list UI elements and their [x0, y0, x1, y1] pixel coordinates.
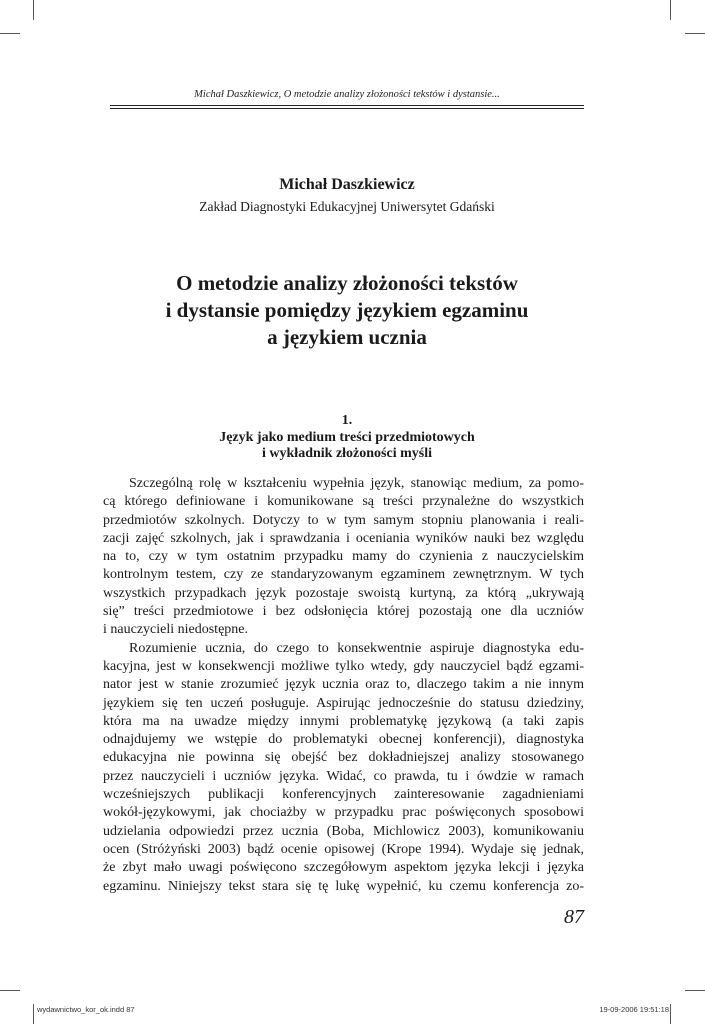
section-title-line: i wykładnik złożoności myśli — [262, 446, 432, 461]
header-rule — [110, 105, 584, 106]
body-line: udzielania odpowiedzi przez ucznia (Boba, Michlowicz 2003), komunikowaniu — [103, 823, 584, 839]
body-line: na to, czy w tym ostatnim przypadku mamy do czynienia z nauczycielskim — [103, 549, 584, 565]
body-line: ocen (Stróżyński 2003) bądź ocenie opisowej (Krope 1994). Wydaje się jednak, — [103, 841, 584, 857]
body-line: egzaminu. Niniejszy tekst stara się tę lukę wypełnić, ku czemu konferencja zo- — [103, 878, 584, 894]
title-line: O metodzie analizy złożoności tekstów — [176, 271, 518, 295]
body-line: przez nauczycieli i uczniów języka. Widać, co prawda, tu i ówdzie w ramach — [103, 768, 584, 784]
header-rule — [110, 108, 584, 109]
footer-file-info: wydawnictwo_kor_ok.indd 87 — [37, 1005, 135, 1014]
body-line: odnajdujemy we wstępie do problematyki obecnej konferencji), diagnostyka — [103, 732, 584, 748]
crop-mark — [670, 0, 671, 20]
section-title-line: Język jako medium treści przedmiotowych — [219, 429, 475, 445]
footer-timestamp: 19-09-2006 19:51:18 — [599, 1005, 669, 1014]
running-header: Michał Daszkiewicz, O metodzie analizy złożoności tekstów i dystansie... — [194, 89, 500, 100]
body-line: językiem się ten uczeń posługuje. Aspirując jednocześnie do statusu dziedziny, — [103, 695, 584, 711]
body-line: edukacyjna nie powinna się obejść bez dokładniejszej analizy stosowanego — [103, 750, 584, 766]
body-line: która ma na uwadze między innymi problematykę językową (a taki zapis — [103, 713, 584, 729]
body-line: kontrolnym testem, czy ze standaryzowanym egzaminem zewnętrznym. W tych — [103, 567, 584, 583]
body-line: wszystkich przypadkach język pozostaje swoistą kurtyną, za którą „ukrywają — [103, 585, 584, 601]
author-name: Michał Daszkiewicz — [279, 176, 415, 193]
section-number: 1. — [341, 413, 353, 428]
section-heading — [110, 413, 584, 463]
body-line: że zbyt mało uwagi poświęcono szczegółowym aspektom języka lekcji i języka — [103, 860, 584, 876]
body-line: zacji zajęć szkolnych, jak i sprawdzania i oceniania wyników nauki bez względu — [103, 530, 584, 546]
crop-mark — [685, 33, 705, 34]
title-line: i dystansie pomiędzy językiem egzaminu — [165, 298, 529, 322]
body-line: wokół-językowymi, jak chociażby w przypadku prac poświęconych sposobowi — [103, 805, 584, 821]
title-line: a językiem ucznia — [267, 325, 427, 349]
body-line: nator jest w stanie zrozumieć język ucznia oraz to, dlaczego takim a nie innym — [103, 677, 584, 693]
article-title — [110, 270, 584, 351]
body-text — [103, 475, 584, 896]
body-line: wcześniejszych publikacji konferencyjnych zainteresowanie zagadnieniami — [103, 787, 584, 803]
body-line: Szczególną rolę w kształceniu wypełnia język, stanowiąc medium, za pomo- — [129, 476, 584, 491]
crop-mark — [685, 990, 705, 991]
body-line: się” treści przedmiotowe i bez odsłonięcia której pozostają one dla uczniów — [103, 604, 584, 620]
page-number: 87 — [564, 906, 584, 928]
body-line: kacyjna, jest w konsekwencji możliwe tylko wtedy, gdy nauczyciel bądź egzami- — [103, 658, 584, 674]
crop-mark — [0, 990, 20, 991]
affiliation: Zakład Diagnostyki Edukacyjnej Uniwersytet Gdański — [199, 199, 495, 214]
crop-mark — [670, 1004, 671, 1024]
crop-mark — [0, 33, 20, 34]
body-line: Rozumienie ucznia, do czego to konsekwentnie aspiruje diagnostyka edu- — [129, 640, 584, 656]
body-line: cą którego definiowane i komunikowane są treści przynależne do wszystkich — [103, 494, 584, 510]
crop-mark — [33, 0, 34, 20]
crop-mark — [33, 1004, 34, 1024]
body-line: przedmiotów szkolnych. Dotyczy to w tym samym stopniu planowania i reali- — [103, 512, 584, 528]
body-line: i nauczycieli niedostępne. — [103, 622, 248, 638]
